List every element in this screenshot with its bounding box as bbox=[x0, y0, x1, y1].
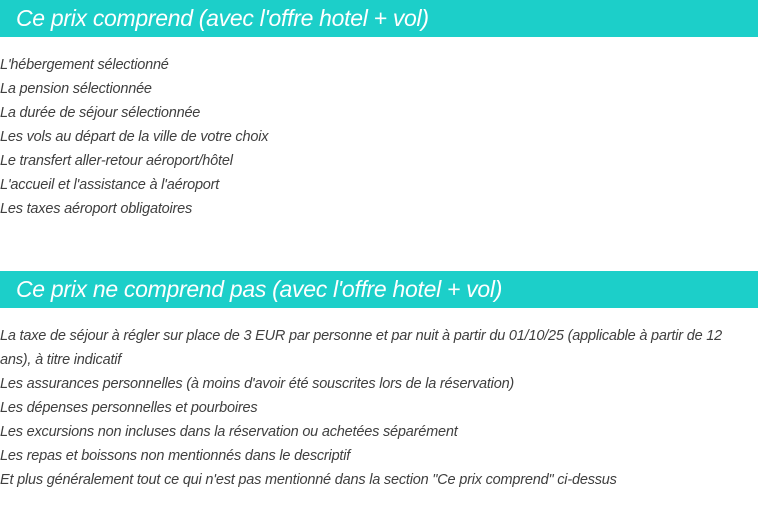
list-item: Les dépenses personnelles et pourboires bbox=[0, 400, 258, 416]
included-section-title: Ce prix comprend (avec l'offre hotel + vol) bbox=[0, 0, 758, 37]
list-item: La durée de séjour sélectionnée bbox=[0, 105, 201, 121]
list-item: Les repas et boissons non mentionnés dans le descriptif bbox=[0, 448, 351, 464]
list-item: La taxe de séjour à régler sur place de 3 EUR par personne et par nuit à partir du 01/10/25 (applicable à partir de 12 ans), à titre indicatif bbox=[0, 328, 722, 368]
list-item: Les vols au départ de la ville de votre choix bbox=[0, 129, 269, 145]
list-item: La pension sélectionnée bbox=[0, 81, 152, 97]
excluded-items-list bbox=[0, 324, 758, 492]
list-item: Les excursions non incluses dans la réservation ou achetées séparément bbox=[0, 424, 458, 440]
excluded-section-title: Ce prix ne comprend pas (avec l'offre hotel + vol) bbox=[0, 271, 758, 308]
list-item: L'hébergement sélectionné bbox=[0, 57, 169, 73]
list-item: Et plus généralement tout ce qui n'est pas mentionné dans la section "Ce prix comprend" ci-dessus bbox=[0, 472, 617, 488]
list-item: Les assurances personnelles (à moins d'avoir été souscrites lors de la réservation) bbox=[0, 376, 515, 392]
list-item: L'accueil et l'assistance à l'aéroport bbox=[0, 177, 220, 193]
list-item: Le transfert aller-retour aéroport/hôtel bbox=[0, 153, 233, 169]
included-items-list bbox=[0, 53, 758, 221]
list-item: Les taxes aéroport obligatoires bbox=[0, 201, 193, 217]
